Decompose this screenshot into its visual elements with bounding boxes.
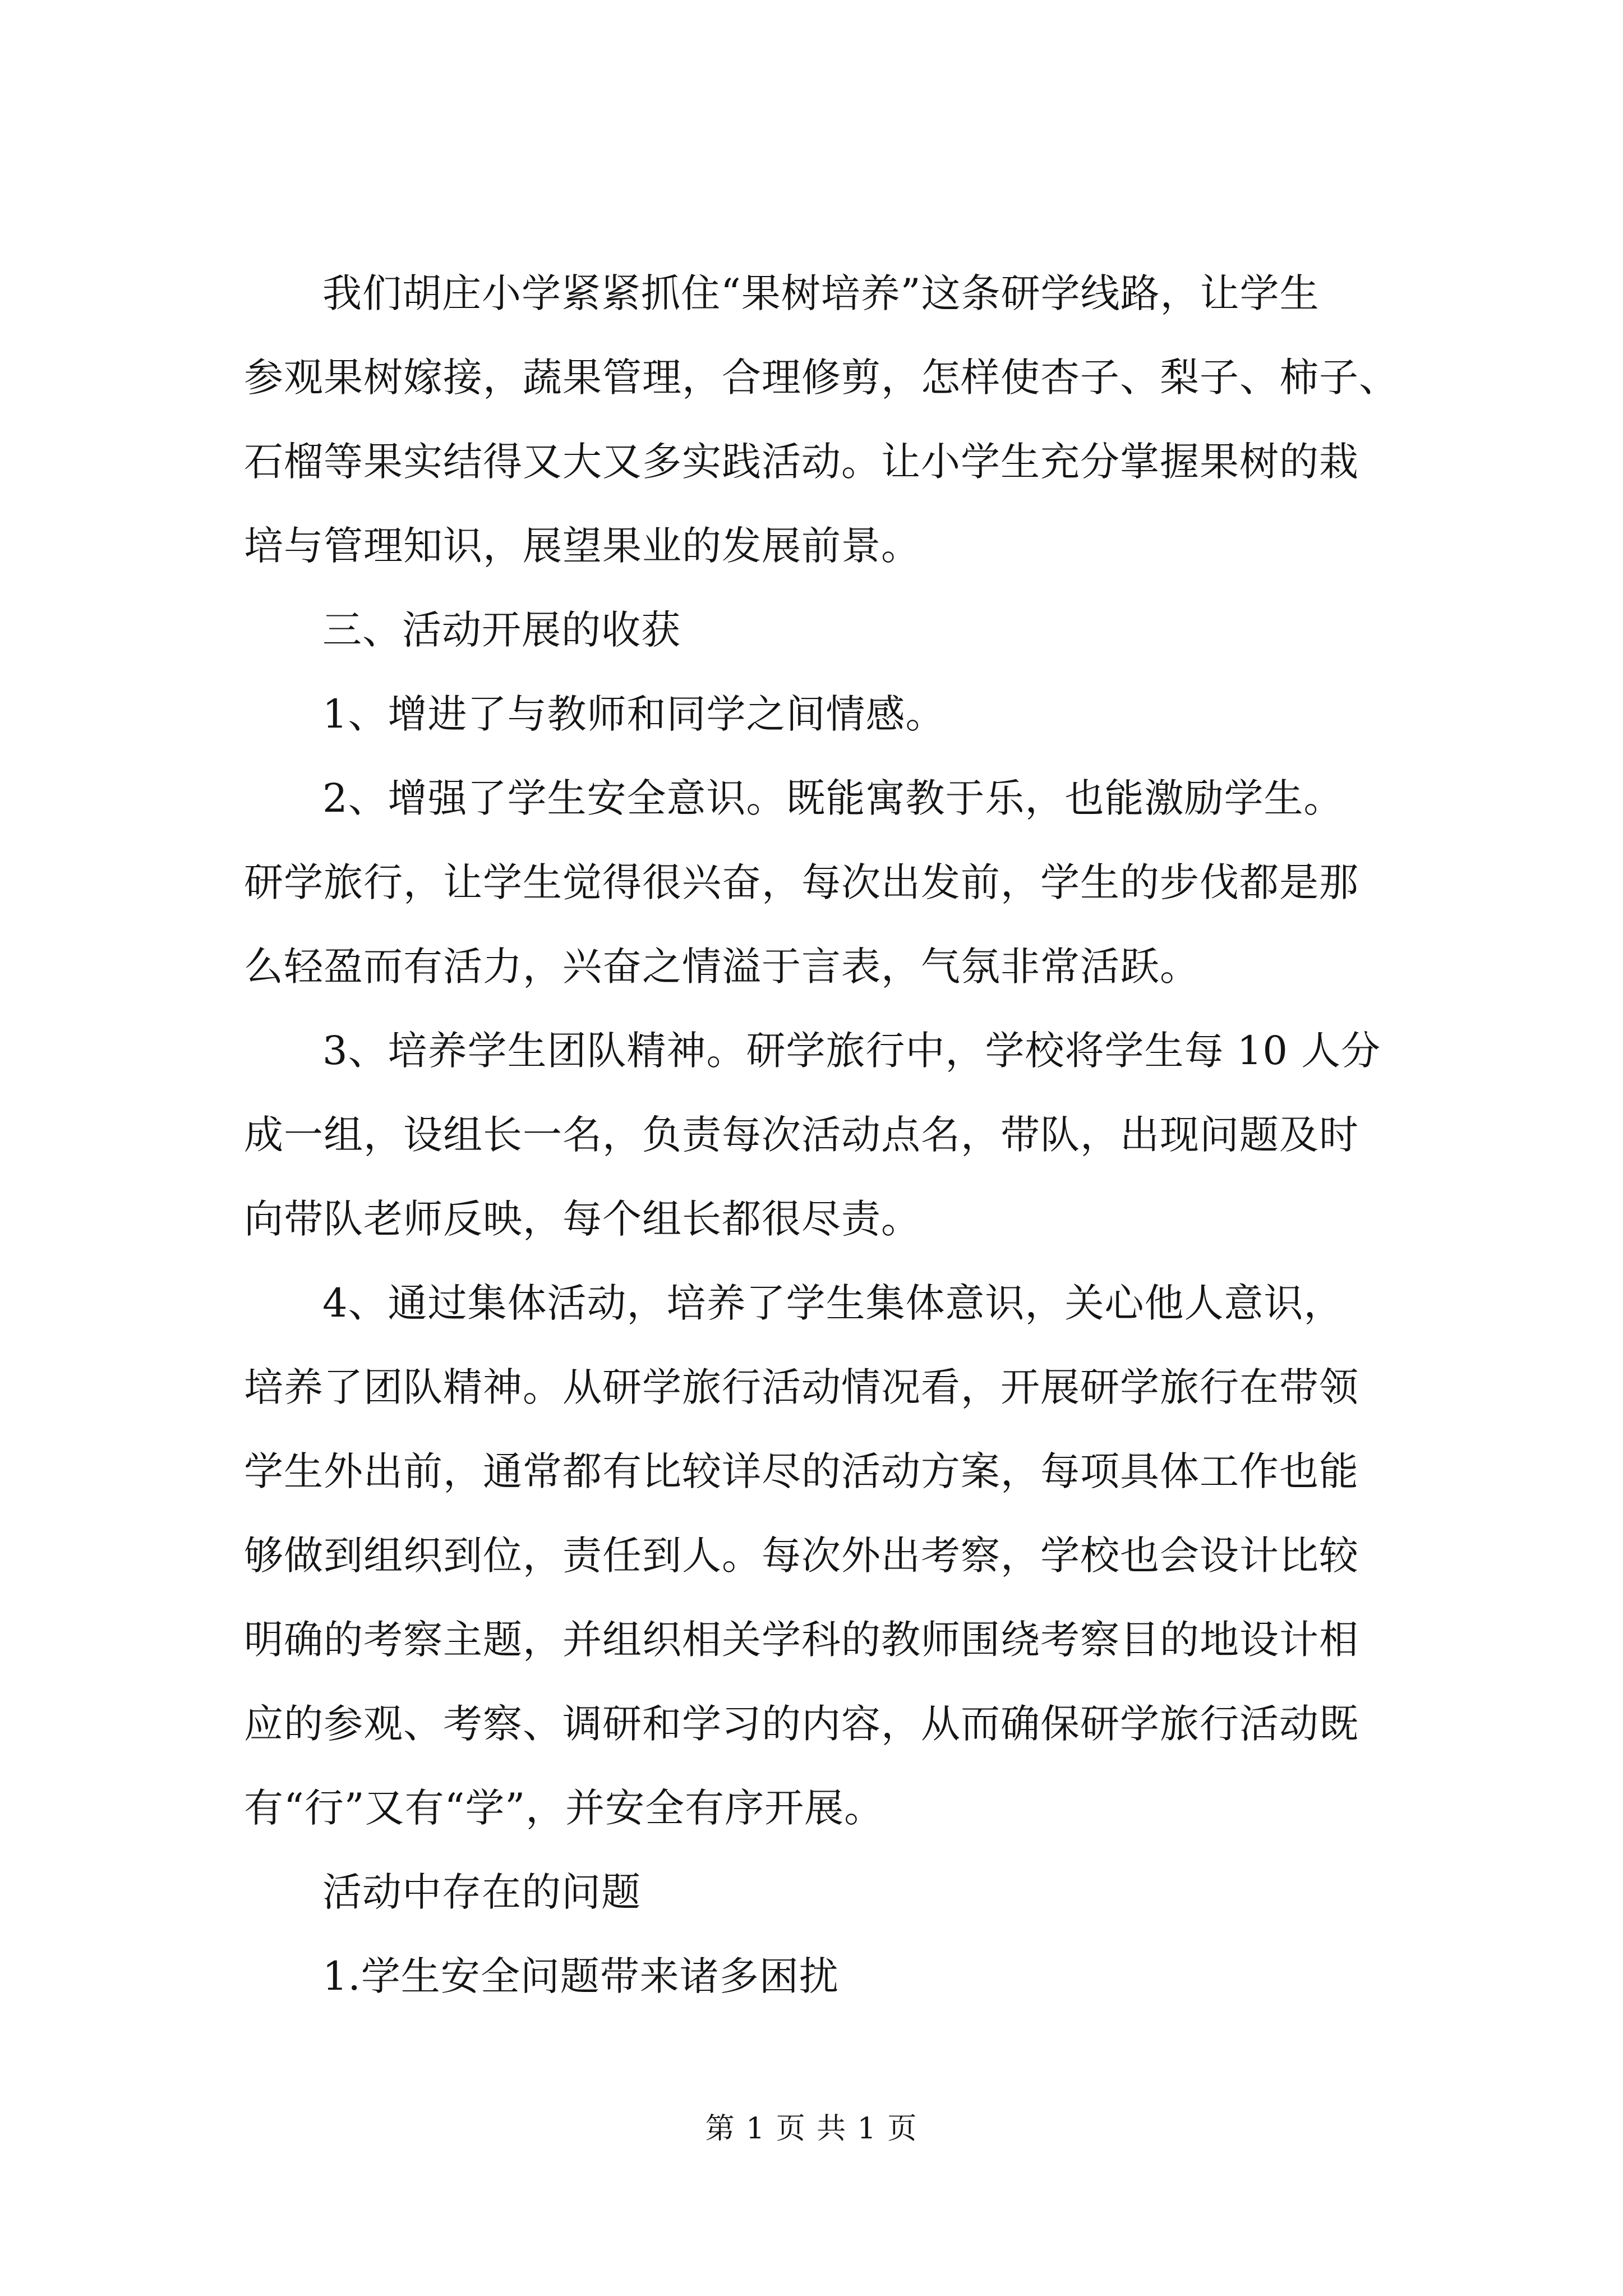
text-line: 我们胡庄小学紧紧抓住“果树培养”这条研学线路，让学生 bbox=[322, 270, 1320, 316]
section-heading-problems bbox=[244, 1850, 1417, 1934]
list-item-1 bbox=[244, 672, 1417, 756]
text-line: 应的参观、考察、调研和学习的内容，从而确保研学旅行活动既 bbox=[244, 1701, 1359, 1747]
text-line: 培养了团队精神。从研学旅行活动情况看，开展研学旅行在带领 bbox=[244, 1364, 1359, 1410]
heading-text: 活动中存在的问题 bbox=[322, 1869, 641, 1915]
text-line: 参观果树嫁接，蔬果管理，合理修剪，怎样使杏子、梨子、柿子、 bbox=[244, 355, 1399, 401]
page-footer: 第 1 页 共 1 页 bbox=[705, 2112, 918, 2146]
text-line: 成一组，设组长一名，负责每次活动点名，带队，出现问题及时 bbox=[244, 1112, 1359, 1158]
section-heading-harvest bbox=[244, 588, 1417, 672]
text-line: 3、培养学生团队精神。研学旅行中，学校将学生每 10 人分 bbox=[322, 1028, 1381, 1074]
problem-item-1 bbox=[244, 1934, 1417, 2018]
document-body bbox=[244, 251, 1417, 2018]
text-line: 明确的考察主题，并组织相关学科的教师围绕考察目的地设计相 bbox=[244, 1617, 1359, 1663]
text-line: 向带队老师反映，每个组长都很尽责。 bbox=[244, 1196, 921, 1242]
text-line: 培与管理知识，展望果业的发展前景。 bbox=[244, 523, 921, 569]
text-line: 研学旅行，让学生觉得很兴奋，每次出发前，学生的步伐都是那 bbox=[244, 859, 1359, 905]
text-line: 够做到组织到位，责任到人。每次外出考察，学校也会设计比较 bbox=[244, 1533, 1359, 1579]
list-item-4 bbox=[244, 1261, 1417, 1850]
text-line: 有“行”又有“学”，并安全有序开展。 bbox=[244, 1785, 884, 1831]
heading-text: 三、活动开展的收获 bbox=[322, 607, 681, 653]
text-line: 2、增强了学生安全意识。既能寓教于乐，也能激励学生。 bbox=[322, 775, 1344, 821]
paragraph-research-route bbox=[244, 251, 1417, 588]
text-line: 1、增进了与教师和同学之间情感。 bbox=[322, 691, 946, 737]
text-line: 1.学生安全问题带来诸多困扰 bbox=[322, 1953, 839, 1999]
list-item-3 bbox=[244, 1009, 1417, 1261]
list-item-2 bbox=[244, 756, 1417, 1009]
text-line: 么轻盈而有活力，兴奋之情溢于言表，气氛非常活跃。 bbox=[244, 944, 1200, 990]
text-line: 4、通过集体活动，培养了学生集体意识，关心他人意识， bbox=[322, 1280, 1344, 1326]
text-line: 石榴等果实结得又大又多实践活动。让小学生充分掌握果树的栽 bbox=[244, 439, 1359, 485]
text-line: 学生外出前，通常都有比较详尽的活动方案，每项具体工作也能 bbox=[244, 1448, 1359, 1494]
